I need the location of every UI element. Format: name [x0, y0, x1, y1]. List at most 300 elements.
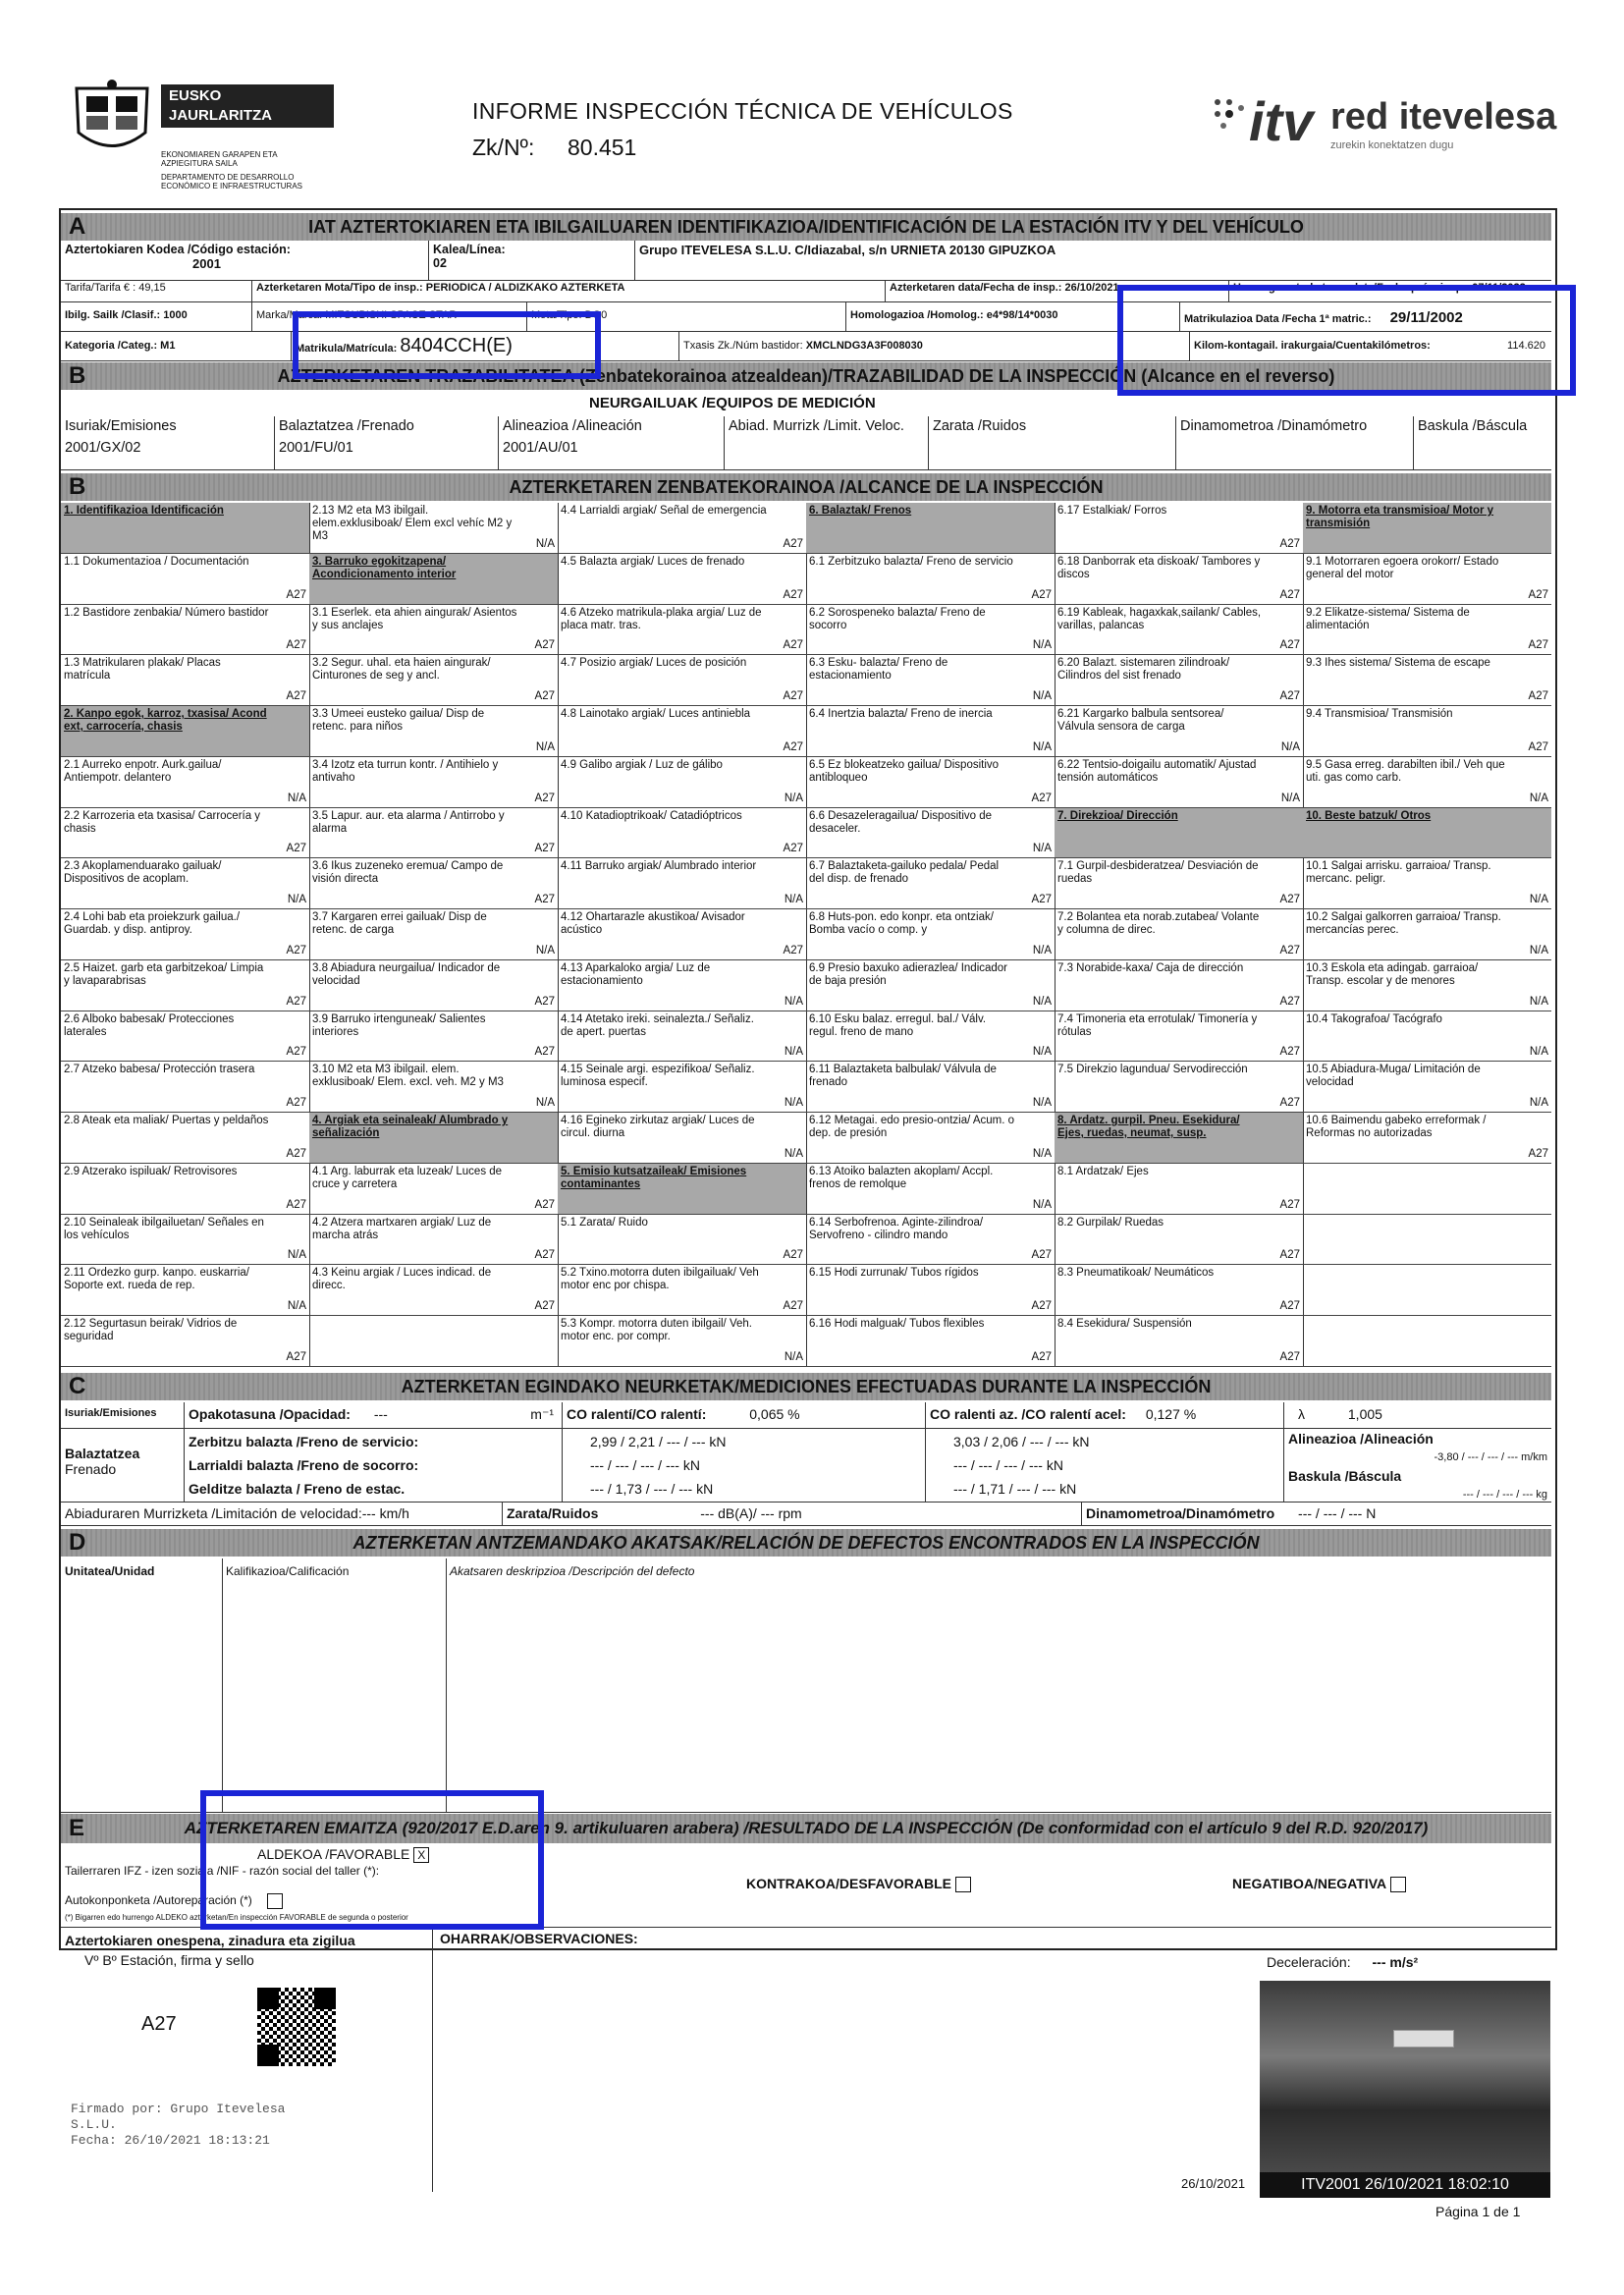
equipment-id: 2001/GX/02 — [65, 440, 141, 456]
scope-item-result: A27 — [534, 1300, 555, 1313]
scope-item-result: A27 — [286, 995, 306, 1008]
scope-item-label: 4.11 Barruko argiak/ Alumbrado interior — [561, 860, 757, 873]
scope-item-result: A27 — [1279, 1198, 1300, 1211]
deceleration-value: --- m/s² — [1372, 1954, 1419, 1970]
scope-group-header — [309, 1113, 558, 1164]
photo-plate — [1393, 2030, 1454, 2048]
parking-brake-decel: --- / 1,71 / --- / --- kN — [953, 1481, 1077, 1497]
report-number-label: Zk/Nº: — [472, 135, 535, 160]
scope-item-result: A27 — [1528, 1147, 1548, 1160]
report-title: INFORME INSPECCIÓN TÉCNICA DE VEHÍCULOS — [472, 98, 1013, 124]
scope-item-label: 6.11 Balaztaketa balbulak/ Válvula de frenado — [809, 1064, 997, 1089]
equipment-label: Zarata /Ruidos — [933, 418, 1027, 434]
scope-item-label: 3.7 Kargaren errei gailuak/ Disp de retenc. de carga — [312, 911, 487, 937]
scope-item — [1055, 1062, 1303, 1113]
noise-value: --- dB(A)/ --- rpm — [700, 1505, 802, 1521]
license-plate: 8404CCH(E) — [400, 335, 513, 356]
scope-item — [61, 858, 309, 909]
scope-item-label: 2.5 Haizet. garb eta garbitzekoa/ Limpia y lavaparabrisas — [64, 961, 264, 987]
next-inspection-date: Hurrengo azterketaren data/Fecha próx. insp.: 07/11/2022 — [1233, 282, 1526, 294]
section-a-header — [61, 213, 1551, 241]
scope-item — [1055, 1316, 1303, 1367]
equipment-cell — [1176, 416, 1414, 469]
section-b1-title: AZTERKETAREN TRAZABILITATEA (Zenbatekorainoa atzealdean)/TRAZABILIDAD DE LA INSPECCIÓN (Alcance en el reverso) — [277, 366, 1335, 386]
scope-item-result: N/A — [784, 792, 803, 804]
highlight-result — [200, 1790, 544, 1930]
scope-item — [558, 909, 806, 960]
scope-column — [61, 503, 310, 1367]
scope-item-result: A27 — [1279, 690, 1300, 703]
scope-item — [309, 655, 558, 706]
alignment-value: -3,80 / --- / --- / --- m/km — [1434, 1451, 1547, 1463]
scope-item-result: A27 — [534, 1046, 555, 1059]
scope-item-label: 2.1 Aurreko enpotr. Aurk.gailua/ Antiempotr. delantero — [64, 758, 222, 784]
scope-item-label: 6.21 Kargarko balbula sentsorea/ Válvula sensora de carga — [1057, 708, 1224, 734]
scope-item-label: 7.3 Norabide-kaxa/ Caja de dirección — [1057, 961, 1244, 974]
scope-item — [558, 1316, 806, 1367]
scope-item — [309, 808, 558, 859]
scope-item-label: 6.9 Presio baxuko adierazlea/ Indicador de baja presión — [809, 961, 1008, 987]
coat-of-arms-icon — [67, 79, 157, 159]
scope-item — [1055, 605, 1303, 656]
scope-item-label: 4.4 Larrialdi argiak/ Señal de emergencia — [561, 505, 767, 517]
scope-item-result: A27 — [783, 690, 803, 703]
favorable-label: ALDEKOA /FAVORABLE — [257, 1846, 410, 1862]
scope-item-result: N/A — [1032, 690, 1052, 703]
negative-checkbox[interactable] — [1390, 1877, 1406, 1892]
parking-brake-label: Gelditze balazta / Freno de estac. — [189, 1481, 406, 1497]
scope-item-result: A27 — [286, 1046, 306, 1059]
scope-item-label: 1.2 Bastidore zenbakia/ Número bastidor — [64, 606, 269, 619]
scope-item-result: A27 — [1528, 639, 1548, 652]
scope-item-result: A27 — [286, 1097, 306, 1110]
scope-item-label: 1.3 Matrikularen plakak/ Placas matrícula — [64, 657, 221, 683]
equipment-cell — [1414, 416, 1551, 469]
scope-group-header — [558, 1164, 806, 1215]
scope-item-label: 4.6 Atzeko matrikula-plaka argia/ Luz de placa matr. tras. — [561, 606, 762, 631]
scope-item-label: 4.2 Atzera martxaren argiak/ Luz de marcha atrás — [312, 1216, 492, 1241]
sec-c-emissions-row — [61, 1402, 1551, 1429]
sec-b1-equipment-row — [61, 416, 1551, 470]
opacity-value: --- — [373, 1406, 388, 1422]
scope-item-result: A27 — [783, 740, 803, 753]
scope-item-label: 2.13 M2 eta M3 ibilgail. elem.exklusiboak/ Elem excl vehíc M2 y M3 — [312, 505, 513, 542]
equipment-label: Baskula /Báscula — [1418, 418, 1528, 434]
scope-item-label: 8. Ardatz. gurpil. Pneu. Esekidura/ Ejes, ruedas, neumat, susp. — [1057, 1115, 1240, 1140]
scope-item-label: 6.19 Kableak, hagaxkak,sailank/ Cables, varillas, palancas — [1057, 606, 1262, 631]
section-a-letter: A — [69, 213, 86, 240]
scope-item — [1303, 858, 1551, 909]
section-d-header — [61, 1529, 1551, 1557]
scope-item-label: 4.9 Galibo argiak / Luz de gálibo — [561, 758, 723, 771]
inspection-scope-grid — [61, 503, 1551, 1367]
scope-item — [1055, 554, 1303, 605]
scope-item-result: A27 — [1031, 894, 1052, 906]
scope-item-label: 6.2 Sorospeneko balazta/ Freno de socorro — [809, 606, 986, 631]
scope-item — [61, 1113, 309, 1164]
scope-column — [1055, 503, 1304, 1367]
classification: Ibilg. Sailk /Clasif.: 1000 — [61, 301, 252, 331]
scope-item-label: 2.9 Atzerako ispiluak/ Retrovisores — [64, 1165, 238, 1177]
signature-line2: S.L.U. — [71, 2117, 117, 2132]
scope-item-result: A27 — [783, 843, 803, 855]
scope-item-result: A27 — [783, 588, 803, 601]
section-c-letter: C — [69, 1373, 86, 1399]
scope-group-header — [1055, 1113, 1303, 1164]
plate-label: Matrikula/Matrícula: — [296, 343, 398, 355]
scope-item — [806, 909, 1055, 960]
emissions-label: Isuriak/Emisiones — [61, 1402, 185, 1428]
scope-item-result: N/A — [1032, 944, 1052, 956]
scope-item-result: A27 — [1279, 1300, 1300, 1313]
gov-name-box — [161, 84, 334, 143]
scope-item-result: A27 — [1031, 1249, 1052, 1262]
scope-item-result: N/A — [784, 1097, 803, 1110]
section-e-title: AZTERKETAREN EMAITZA (920/2017 E.D.aren 9. artikuluaren arabera) /RESULTADO DE LA INSPECCIÓN (De conformidad con el artículo 9 del R.D. 920/2017) — [184, 1819, 1429, 1837]
scope-item — [61, 960, 309, 1011]
scope-item-label: 2.10 Seinaleak ibilgailuetan/ Señales en los vehículos — [64, 1216, 264, 1241]
scope-item-label: 7.1 Gurpil-desbideratzea/ Desviación de ruedas — [1057, 860, 1259, 886]
scope-item — [61, 1265, 309, 1316]
qr-code — [257, 1988, 336, 2066]
scope-item-result: N/A — [287, 1300, 306, 1313]
scope-group-header — [309, 554, 558, 605]
favorable-checkbox[interactable]: X — [413, 1847, 429, 1863]
scope-item-label: 7.5 Direkzio lagundua/ Servodirección — [1057, 1064, 1248, 1076]
equipment-label: Dinamometroa /Dinamómetro — [1180, 418, 1368, 434]
co-idle-label: CO ralentí/CO ralentí: — [567, 1406, 707, 1422]
scope-item-label: 6.20 Balazt. sistemaren zilindroak/ Cilindros del sist frenado — [1057, 657, 1230, 683]
scope-item-label: 8.4 Esekidura/ Suspensión — [1057, 1318, 1192, 1331]
scope-item — [558, 1113, 806, 1164]
scope-item — [806, 858, 1055, 909]
scope-item-result: N/A — [287, 792, 306, 804]
speed-limit-label: Abiaduraren Murrizketa /Limitación de velocidad:--- km/h — [61, 1502, 503, 1525]
scope-item — [806, 808, 1055, 859]
alignment-label: Alineazioa /Alineación — [1288, 1431, 1434, 1447]
scope-item-result: N/A — [784, 1350, 803, 1363]
scope-item-label: 1. Identifikazioa Identificación — [64, 505, 224, 517]
equipment-cell — [61, 416, 275, 469]
noise-label: Zarata/Ruidos — [507, 1505, 599, 1521]
scope-item-label: 6.16 Hodi malguak/ Tubos flexibles — [809, 1318, 985, 1331]
scope-item — [309, 1062, 558, 1113]
scope-item-result: N/A — [1032, 1198, 1052, 1211]
scope-item — [1303, 909, 1551, 960]
government-logo — [67, 79, 165, 159]
registration-date-label: Matrikulazioa Data /Fecha 1ª matric.: — [1184, 313, 1372, 325]
scope-item-result: A27 — [1528, 588, 1548, 601]
section-b2-title: AZTERKETAREN ZENBATEKORAINOA /ALCANCE DE LA INSPECCIÓN — [509, 477, 1104, 497]
scope-item-label: 6.12 Metagai. edo presio-ontzia/ Acum. o dep. de presión — [809, 1115, 1015, 1140]
chassis-number: XMCLNDG3A3F008030 — [805, 340, 923, 352]
category: Kategoria /Categ.: M1 — [61, 331, 292, 360]
scope-item — [1303, 1113, 1551, 1164]
scope-item-label: 9.1 Motorraren egoera orokorr/ Estado general del motor — [1306, 555, 1499, 580]
section-d-letter: D — [69, 1529, 86, 1556]
scope-item-result: A27 — [1279, 537, 1300, 550]
equipment-id: 2001/AU/01 — [503, 440, 578, 456]
scope-item-result: N/A — [1032, 995, 1052, 1008]
result-negative — [1232, 1876, 1406, 1892]
scope-item-result: N/A — [1280, 740, 1300, 753]
scope-item — [1055, 1265, 1303, 1316]
department-spanish: DEPARTAMENTO DE DESARROLLO ECONÓMICO E INFRAESTRUCTURAS — [161, 173, 303, 191]
equipment-id: 2001/FU/01 — [279, 440, 353, 456]
scope-item-label: 8.3 Pneumatikoak/ Neumáticos — [1057, 1267, 1215, 1280]
observations-label: OHARRAK/OBSERVACIONES: — [440, 1931, 638, 1946]
scope-item — [806, 960, 1055, 1011]
scope-item-result: A27 — [286, 1350, 306, 1363]
co-accel-value: 0,127 % — [1145, 1406, 1197, 1422]
equipment-cell — [275, 416, 499, 469]
scope-item — [558, 503, 806, 554]
station-code-stamp: A27 — [141, 2013, 177, 2035]
scope-group-header — [61, 503, 309, 554]
scope-item-label: 10.3 Eskola eta adingab. garraioa/ Transp. escolar y de menores — [1306, 961, 1479, 987]
scope-item-label: 6.1 Zerbitzuko balazta/ Freno de servicio — [809, 555, 1013, 568]
scope-item-label: 10.2 Salgai galkorren garraioa/ Transp. mercancías perec. — [1306, 911, 1501, 937]
scope-item-label: 6.14 Serbofrenoa. Aginte-zilindroa/ Servofreno - cilindro mando — [809, 1216, 984, 1241]
scope-item-label: 4.5 Balazta argiak/ Luces de frenado — [561, 555, 745, 568]
scope-item — [309, 1011, 558, 1063]
scope-item — [309, 1215, 558, 1266]
unfavorable-label: KONTRAKOA/DESFAVORABLE — [746, 1876, 951, 1891]
equipment-cell — [725, 416, 929, 469]
vehicle-type: Mota/Tipo: DG0 — [527, 301, 846, 331]
defects-col-grade: Kalifikazioa/Calificación — [226, 1564, 350, 1578]
scope-item-label: 9. Motorra eta transmisioa/ Motor y transmisión — [1306, 505, 1494, 529]
opacity-unit: m⁻¹ — [530, 1406, 554, 1422]
scale-value: --- / --- / --- / --- kg — [1462, 1489, 1547, 1501]
scope-item-result: A27 — [1279, 894, 1300, 906]
scope-item-result: N/A — [287, 1249, 306, 1262]
chassis-label: Txasis Zk./Núm bastidor: — [683, 340, 803, 352]
scope-item — [558, 1011, 806, 1063]
scope-item-label: 9.5 Gasa erreg. darabilten ibil./ Veh que uti. gas como carb. — [1306, 758, 1505, 784]
equipment-cell — [929, 416, 1176, 469]
scope-item-label: 5.1 Zarata/ Ruido — [561, 1216, 648, 1229]
scope-item-label: 4.14 Atetako ireki. seinalezta./ Señaliz. de apert. puertas — [561, 1012, 754, 1038]
scope-column — [558, 503, 807, 1367]
scope-item — [806, 1164, 1055, 1215]
scope-item — [1303, 1265, 1551, 1316]
scope-item-result: A27 — [534, 843, 555, 855]
scope-item-result: A27 — [783, 639, 803, 652]
scope-item-result: A27 — [1279, 1249, 1300, 1262]
scope-item — [309, 909, 558, 960]
scope-item — [1303, 960, 1551, 1011]
scope-column — [1303, 503, 1551, 1367]
scope-group-header — [1055, 808, 1303, 859]
signature-line1: Firmado por: Grupo Itevelesa — [71, 2102, 286, 2116]
dynamometer-label: Dinamometroa/Dinamómetro — [1086, 1505, 1275, 1521]
gov-name-basque: EUSKO JAURLARITZA — [169, 87, 272, 124]
scope-item-label: 4.15 Seinale argi. espezifikoa/ Señaliz. luminosa especif. — [561, 1064, 755, 1089]
scope-item — [1303, 1062, 1551, 1113]
scope-item-result: A27 — [286, 639, 306, 652]
scope-item-label: 3.8 Abiadura neurgailua/ Indicador de velocidad — [312, 961, 501, 987]
highlight-registration — [1117, 285, 1576, 396]
scope-column — [309, 503, 559, 1367]
scope-item — [309, 757, 558, 808]
scope-item-label: 5. Emisio kutsatzaileak/ Emisiones contaminantes — [561, 1165, 747, 1190]
sec-c-other-row — [61, 1502, 1551, 1526]
gov-name-spanish: GOBIERNO VASCO — [169, 127, 305, 143]
photo-timestamp: ITV2001 26/10/2021 18:02:10 — [1260, 2172, 1550, 2198]
scope-item — [806, 1316, 1055, 1367]
self-repair-label: Autokonponketa /Autoreparación (*) — [65, 1893, 252, 1908]
scope-item-label: 2.2 Karrozeria eta txasisa/ Carrocería y chasis — [64, 809, 261, 835]
deceleration — [1267, 1954, 1418, 1970]
scope-item-label: 3.3 Umeei eusteko gailua/ Disp de retenc. para niños — [312, 708, 485, 734]
unfavorable-checkbox[interactable] — [955, 1877, 971, 1892]
scope-item-label: 3.2 Segur. uhal. eta haien aingurak/ Cinturones de seg y ancl. — [312, 657, 491, 683]
scope-item-label: 6.7 Balaztaketa-gailuko pedala/ Pedal del disp. de frenado — [809, 860, 1000, 886]
scope-item-result: A27 — [1031, 1350, 1052, 1363]
lambda-label: λ — [1298, 1406, 1305, 1422]
scope-item — [558, 554, 806, 605]
photo-date: 26/10/2021 — [1181, 2176, 1246, 2191]
scope-item — [558, 706, 806, 757]
scope-item-label: 4.13 Aparkaloko argia/ Luz de estacionamiento — [561, 961, 711, 987]
parking-brake-force: --- / 1,73 / --- / --- kN — [590, 1481, 714, 1497]
scope-item-label: 6. Balaztak/ Frenos — [809, 505, 912, 517]
scope-item-label: 3. Barruko egokitzapena/ Acondicionamento interior — [312, 555, 457, 580]
scope-item-label: 10.1 Salgai arrisku. garraioa/ Transp. mercanc. peligr. — [1306, 860, 1491, 886]
scope-item-result: A27 — [286, 588, 306, 601]
scope-item-label: 8.1 Ardatzak/ Ejes — [1057, 1165, 1149, 1177]
scope-item — [309, 960, 558, 1011]
scope-item-result: A27 — [534, 792, 555, 804]
scope-item — [61, 757, 309, 808]
result-unfavorable — [746, 1876, 971, 1892]
scope-item — [1055, 1011, 1303, 1063]
scope-item — [806, 706, 1055, 757]
homologation: Homologazioa /Homolog.: e4*98/14*0030 — [846, 301, 1180, 331]
scope-item-result: A27 — [1279, 944, 1300, 956]
scale-label: Baskula /Báscula — [1288, 1468, 1402, 1484]
scope-item-label: 3.1 Eserlek. eta ahien aingurak/ Asientos y sus anclajes — [312, 606, 517, 631]
emergency-brake-label: Larrialdi balazta /Freno de socorro: — [189, 1457, 419, 1473]
scope-item-label: 5.2 Txino.motorra duten ibilgailuak/ Veh motor enc por chispa. — [561, 1267, 759, 1292]
service-brake-decel: 3,03 / 2,06 / --- / --- kN — [953, 1434, 1090, 1449]
scope-item — [806, 757, 1055, 808]
scope-item-result: N/A — [535, 537, 555, 550]
scope-item — [61, 605, 309, 656]
itv-wordmark: itv — [1249, 90, 1314, 152]
negative-label: NEGATIBOA/NEGATIVA — [1232, 1876, 1387, 1891]
scope-item — [1055, 1164, 1303, 1215]
scope-item — [309, 858, 558, 909]
scope-item-result: A27 — [1528, 740, 1548, 753]
scope-item-label: 10.6 Baimendu gabeko erreformak / Reformas no autorizadas — [1306, 1115, 1487, 1140]
scope-item-label: 7.2 Bolantea eta norab.zutabea/ Volante y columna de direc. — [1057, 911, 1260, 937]
station-approval-label: Aztertokiaren onespena, zinadura eta zigilua — [65, 1933, 355, 1948]
scope-item-label: 2.7 Atzeko babesa/ Protección trasera — [64, 1064, 255, 1076]
scope-item-label: 4.8 Lainotako argiak/ Luces antiniebla — [561, 708, 751, 721]
station-code: 2001 — [192, 256, 221, 271]
scope-item-result: N/A — [287, 894, 306, 906]
scope-item — [1303, 706, 1551, 757]
equipment-label: Abiad. Murrizk /Limit. Veloc. — [729, 418, 904, 434]
section-c-header — [61, 1373, 1551, 1400]
scope-item — [309, 503, 558, 554]
scope-item-label: 9.2 Elikatze-sistema/ Sistema de alimentación — [1306, 606, 1470, 631]
scope-item-label: 4.7 Posizio argiak/ Luces de posición — [561, 657, 747, 670]
scope-item — [558, 858, 806, 909]
scope-item — [806, 655, 1055, 706]
scope-item-label: 10.4 Takografoa/ Tacógrafo — [1306, 1012, 1442, 1025]
scope-item — [806, 554, 1055, 605]
scope-item-result: N/A — [535, 944, 555, 956]
scope-item-result: A27 — [534, 1249, 555, 1262]
scope-item-result: A27 — [1031, 588, 1052, 601]
scope-item-result: A27 — [1279, 1097, 1300, 1110]
scope-item-label: 9.3 Ihes sistema/ Sistema de escape — [1306, 657, 1490, 670]
scope-item-label: 4. Argiak eta seinaleak/ Alumbrado y señalización — [312, 1115, 509, 1140]
sec-c-brakes-block — [61, 1428, 1551, 1503]
registration-date: 29/11/2002 — [1389, 309, 1463, 326]
vehicle-make: Marka/Marca: MITSUBISHI SPACE STAR — [252, 301, 527, 331]
scope-item-label: 4.10 Katadioptrikoak/ Catadióptricos — [561, 809, 742, 822]
scope-item-label: 7.4 Timoneria eta errotulak/ Timonería y rótulas — [1057, 1012, 1258, 1038]
scope-item — [61, 1062, 309, 1113]
scope-item-result: N/A — [1529, 944, 1548, 956]
scope-item — [309, 1265, 558, 1316]
scope-item-label: 3.9 Barruko irtenguneak/ Salientes interiores — [312, 1012, 486, 1038]
scope-item — [309, 1316, 558, 1367]
scope-group-header — [1303, 503, 1551, 554]
scope-item — [558, 1215, 806, 1266]
brand-name: red itevelesa — [1330, 96, 1557, 137]
scope-item — [61, 554, 309, 605]
scope-item-label: 1.1 Dokumentazioa / Documentación — [64, 555, 249, 568]
scope-item-label: 2.11 Ordezko gurp. kanpo. euskarria/ Soporte ext. rueda de rep. — [64, 1267, 250, 1292]
scope-item — [1055, 909, 1303, 960]
scope-item-result: N/A — [1529, 894, 1548, 906]
emergency-brake-decel: --- / --- / --- / --- kN — [953, 1457, 1063, 1473]
scope-item — [1055, 960, 1303, 1011]
equipment-cell — [499, 416, 725, 469]
scope-item-result: A27 — [286, 690, 306, 703]
scope-item — [558, 1265, 806, 1316]
scope-item-label: 3.4 Izotz eta turrun kontr. / Antihielo y antivaho — [312, 758, 499, 784]
scope-item — [1303, 605, 1551, 656]
scope-item-result: N/A — [1032, 1097, 1052, 1110]
scope-item-label: 10. Beste batzuk/ Otros — [1306, 809, 1432, 822]
scope-item-result: A27 — [783, 537, 803, 550]
scope-item-result: A27 — [286, 944, 306, 956]
itv-logo — [1210, 90, 1327, 159]
scope-item — [558, 960, 806, 1011]
scope-item-label: 4.1 Arg. laburrak eta luzeak/ Luces de cruce y carretera — [312, 1165, 503, 1190]
scope-item-result: A27 — [1279, 639, 1300, 652]
scope-item-label: 3.10 M2 eta M3 ibilgail. elem. exklusiboak/ Elem. excl. veh. M2 y M3 — [312, 1064, 504, 1089]
lambda-value: 1,005 — [1347, 1406, 1382, 1422]
equipment-label: Alineazioa /Alineación — [503, 418, 642, 434]
scope-item — [309, 706, 558, 757]
scope-item-result: N/A — [1529, 1046, 1548, 1059]
scope-item-result: A27 — [1279, 588, 1300, 601]
scope-item-result: N/A — [1032, 1046, 1052, 1059]
scope-item-result: A27 — [286, 843, 306, 855]
line-value: 02 — [433, 256, 447, 270]
scope-item-result: N/A — [535, 1097, 555, 1110]
page-number: Página 1 de 1 — [1435, 2204, 1521, 2219]
braking-label: Balaztatzea — [65, 1446, 140, 1461]
station-group: Grupo ITEVELESA S.L.U. C/Idiazabal, s/n URNIETA 20130 GIPUZKOA — [639, 243, 1056, 257]
